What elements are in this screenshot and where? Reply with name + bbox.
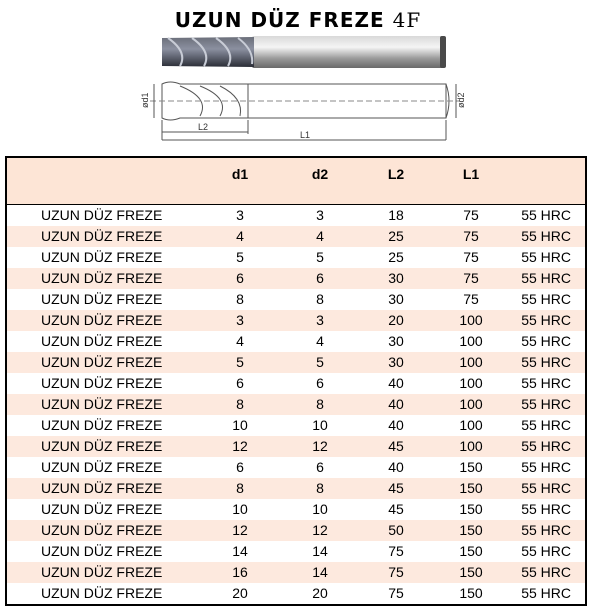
cell-l2: 45 [388, 480, 404, 496]
cell-l2: 18 [388, 207, 404, 223]
end-mill-photo [158, 34, 448, 70]
header-d2: d2 [311, 166, 329, 182]
cell-d2: 6 [316, 459, 324, 475]
cell-d1: 6 [236, 459, 244, 475]
cell-name: UZUN DÜZ FREZE [41, 228, 163, 244]
cell-l1: 100 [459, 438, 483, 454]
cell-name: UZUN DÜZ FREZE [41, 564, 163, 580]
table-row [7, 499, 585, 520]
cell-name: UZUN DÜZ FREZE [41, 480, 163, 496]
cell-d2: 14 [312, 543, 328, 559]
cell-name: UZUN DÜZ FREZE [41, 354, 163, 370]
table-row [7, 226, 585, 247]
cell-name: UZUN DÜZ FREZE [41, 438, 163, 454]
cell-d2: 8 [316, 291, 324, 307]
cell-d2: 10 [312, 417, 328, 433]
cell-hardness: 55 HRC [521, 375, 571, 391]
cell-name: UZUN DÜZ FREZE [41, 396, 163, 412]
cell-hardness: 55 HRC [521, 270, 571, 286]
cell-l2: 30 [388, 291, 404, 307]
table-row [7, 478, 585, 499]
cell-d2: 3 [316, 207, 324, 223]
cell-l2: 30 [388, 354, 404, 370]
cell-hardness: 55 HRC [521, 438, 571, 454]
cell-l1: 100 [459, 333, 483, 349]
cell-d2: 4 [316, 228, 324, 244]
d1-label: ød1 [140, 92, 150, 108]
cell-d1: 12 [232, 522, 248, 538]
cell-d2: 12 [312, 438, 328, 454]
cell-l1: 150 [459, 585, 483, 601]
cell-d1: 8 [236, 291, 244, 307]
cell-d1: 16 [232, 564, 248, 580]
cell-l2: 75 [388, 585, 404, 601]
table-row [7, 436, 585, 457]
cell-l2: 30 [388, 270, 404, 286]
cell-l1: 100 [459, 396, 483, 412]
cell-d2: 14 [312, 564, 328, 580]
cell-l2: 50 [388, 522, 404, 538]
l1-label: L1 [300, 130, 311, 140]
cell-d1: 6 [236, 270, 244, 286]
cell-l1: 75 [463, 291, 479, 307]
cell-name: UZUN DÜZ FREZE [41, 522, 163, 538]
cell-hardness: 55 HRC [521, 417, 571, 433]
cell-d2: 20 [312, 585, 328, 601]
cell-hardness: 55 HRC [521, 501, 571, 517]
cell-l1: 150 [459, 543, 483, 559]
cell-hardness: 55 HRC [521, 480, 571, 496]
cell-hardness: 55 HRC [521, 312, 571, 328]
cell-l2: 40 [388, 396, 404, 412]
table-row [7, 562, 585, 583]
cell-l1: 75 [463, 249, 479, 265]
header-l1: L1 [462, 166, 480, 182]
spec-table [5, 156, 587, 606]
cell-l2: 40 [388, 375, 404, 391]
cell-d2: 12 [312, 522, 328, 538]
cell-hardness: 55 HRC [521, 543, 571, 559]
cell-l1: 100 [459, 354, 483, 370]
cell-name: UZUN DÜZ FREZE [41, 312, 163, 328]
cell-d1: 4 [236, 228, 244, 244]
cell-hardness: 55 HRC [521, 396, 571, 412]
table-row [7, 205, 585, 226]
cell-l2: 20 [388, 312, 404, 328]
cell-d1: 5 [236, 354, 244, 370]
cell-d2: 4 [316, 333, 324, 349]
cell-l1: 100 [459, 375, 483, 391]
table-header [7, 158, 585, 205]
cell-l2: 40 [388, 417, 404, 433]
cell-hardness: 55 HRC [521, 333, 571, 349]
cell-d2: 8 [316, 480, 324, 496]
cell-hardness: 55 HRC [521, 459, 571, 475]
table-row [7, 541, 585, 562]
cell-d1: 10 [232, 501, 248, 517]
cell-l2: 75 [388, 543, 404, 559]
table-body [7, 205, 585, 604]
table-row [7, 247, 585, 268]
d2-label: ød2 [456, 92, 466, 108]
cell-d2: 5 [316, 354, 324, 370]
table-row [7, 310, 585, 331]
page-title [0, 8, 596, 32]
cell-l2: 45 [388, 501, 404, 517]
cell-l1: 75 [463, 228, 479, 244]
cell-d1: 12 [232, 438, 248, 454]
cell-d1: 6 [236, 375, 244, 391]
header-d1: d1 [231, 166, 249, 182]
cell-l1: 150 [459, 564, 483, 580]
cell-d1: 3 [236, 312, 244, 328]
cell-l1: 75 [463, 270, 479, 286]
cell-d2: 10 [312, 501, 328, 517]
table-row [7, 268, 585, 289]
cell-d1: 4 [236, 333, 244, 349]
table-row [7, 520, 585, 541]
cell-l2: 45 [388, 438, 404, 454]
cell-hardness: 55 HRC [521, 585, 571, 601]
cell-d1: 10 [232, 417, 248, 433]
table-row [7, 289, 585, 310]
cell-hardness: 55 HRC [521, 522, 571, 538]
cell-l1: 150 [459, 459, 483, 475]
cell-l2: 75 [388, 564, 404, 580]
cell-l1: 150 [459, 501, 483, 517]
title-main: UZUN DÜZ FREZE [174, 8, 385, 32]
cell-name: UZUN DÜZ FREZE [41, 543, 163, 559]
cell-d1: 5 [236, 249, 244, 265]
cell-name: UZUN DÜZ FREZE [41, 207, 163, 223]
cell-name: UZUN DÜZ FREZE [41, 459, 163, 475]
cell-d1: 3 [236, 207, 244, 223]
title-suffix: 4F [392, 8, 422, 32]
cell-name: UZUN DÜZ FREZE [41, 417, 163, 433]
cell-d2: 6 [316, 270, 324, 286]
cell-hardness: 55 HRC [521, 207, 571, 223]
cell-hardness: 55 HRC [521, 291, 571, 307]
cell-l1: 100 [459, 312, 483, 328]
table-row [7, 583, 585, 604]
cell-d2: 6 [316, 375, 324, 391]
header-l2: L2 [387, 166, 405, 182]
cell-hardness: 55 HRC [521, 228, 571, 244]
cell-l2: 25 [388, 228, 404, 244]
cell-d1: 8 [236, 396, 244, 412]
cell-hardness: 55 HRC [521, 249, 571, 265]
cell-d2: 8 [316, 396, 324, 412]
cell-name: UZUN DÜZ FREZE [41, 375, 163, 391]
cell-l2: 25 [388, 249, 404, 265]
cell-name: UZUN DÜZ FREZE [41, 501, 163, 517]
cell-hardness: 55 HRC [521, 354, 571, 370]
cell-name: UZUN DÜZ FREZE [41, 270, 163, 286]
table-row [7, 394, 585, 415]
cell-d2: 3 [316, 312, 324, 328]
cell-d1: 20 [232, 585, 248, 601]
table-row [7, 373, 585, 394]
cell-l1: 75 [463, 207, 479, 223]
cell-l2: 30 [388, 333, 404, 349]
table-row [7, 352, 585, 373]
table-row [7, 331, 585, 352]
table-row [7, 415, 585, 436]
technical-drawing [140, 76, 470, 146]
cell-l1: 150 [459, 480, 483, 496]
cell-name: UZUN DÜZ FREZE [41, 291, 163, 307]
cell-l2: 40 [388, 459, 404, 475]
cell-l1: 150 [459, 522, 483, 538]
cell-d2: 5 [316, 249, 324, 265]
cell-d1: 14 [232, 543, 248, 559]
cell-d1: 8 [236, 480, 244, 496]
cell-name: UZUN DÜZ FREZE [41, 585, 163, 601]
cell-name: UZUN DÜZ FREZE [41, 333, 163, 349]
table-row [7, 457, 585, 478]
cell-name: UZUN DÜZ FREZE [41, 249, 163, 265]
l2-label: L2 [198, 122, 209, 132]
cell-hardness: 55 HRC [521, 564, 571, 580]
cell-l1: 100 [459, 417, 483, 433]
